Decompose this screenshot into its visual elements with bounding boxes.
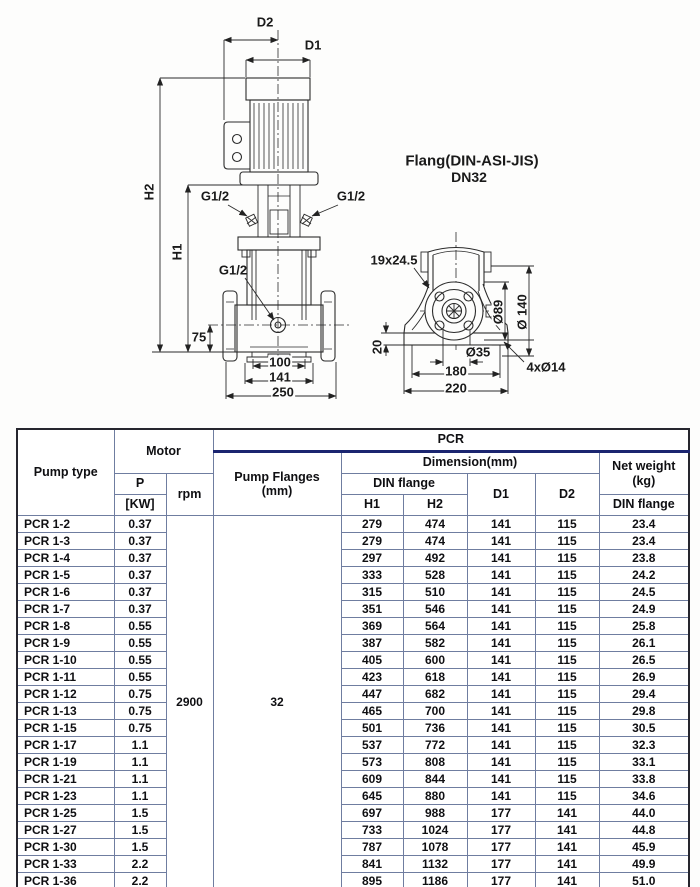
cell-net-weight: 51.0 [599, 873, 689, 887]
cell-h2: 528 [403, 567, 467, 584]
cell-d1: 141 [467, 584, 535, 601]
cell-h1: 333 [341, 567, 403, 584]
cell-power: 0.75 [114, 703, 166, 720]
cell-d2: 115 [535, 703, 599, 720]
table-row [17, 601, 689, 618]
cell-d2: 115 [535, 771, 599, 788]
table-row [17, 686, 689, 703]
table-row [17, 839, 689, 856]
cell-pump-type: PCR 1-15 [17, 720, 114, 737]
cell-d1: 177 [467, 873, 535, 887]
cell-d1: 141 [467, 533, 535, 550]
cell-power: 0.37 [114, 516, 166, 533]
h2-header: H2 [403, 495, 467, 516]
cell-d1: 141 [467, 618, 535, 635]
cell-d1: 177 [467, 822, 535, 839]
cell-net-weight: 29.4 [599, 686, 689, 703]
cell-net-weight: 25.8 [599, 618, 689, 635]
cell-net-weight: 29.8 [599, 703, 689, 720]
cell-power: 0.55 [114, 669, 166, 686]
cell-h2: 682 [403, 686, 467, 703]
table-row [17, 788, 689, 805]
cell-d2: 115 [535, 652, 599, 669]
cell-pump-type: PCR 1-10 [17, 652, 114, 669]
header-row-3 [17, 474, 689, 495]
cell-d1: 141 [467, 703, 535, 720]
cell-h1: 279 [341, 533, 403, 550]
dimension-header: Dimension(mm) [341, 452, 599, 474]
cell-pump-type: PCR 1-25 [17, 805, 114, 822]
g-half-port-mid-label: G1/2 [218, 262, 248, 278]
cell-h1: 387 [341, 635, 403, 652]
power-header: P [114, 474, 166, 495]
net-weight-header-line2: (kg) [632, 473, 656, 488]
cell-net-weight: 26.1 [599, 635, 689, 652]
table-row [17, 584, 689, 601]
dim-20-label: 20 [369, 339, 385, 355]
dim-180-label: 180 [445, 363, 467, 379]
cell-d2: 115 [535, 584, 599, 601]
cell-h1: 895 [341, 873, 403, 887]
cell-h2: 988 [403, 805, 467, 822]
cell-net-weight: 24.5 [599, 584, 689, 601]
cell-h2: 582 [403, 635, 467, 652]
pump-technical-drawing [0, 0, 700, 425]
cell-h1: 405 [341, 652, 403, 669]
cell-h1: 279 [341, 516, 403, 533]
d2-header: D2 [535, 474, 599, 516]
cell-d1: 141 [467, 771, 535, 788]
slot-dim-label: 19x24.5 [370, 252, 418, 268]
cell-h1: 465 [341, 703, 403, 720]
cell-h1: 645 [341, 788, 403, 805]
cell-pump-type: PCR 1-8 [17, 618, 114, 635]
cell-h2: 1024 [403, 822, 467, 839]
cell-d1: 141 [467, 686, 535, 703]
cell-net-weight: 34.6 [599, 788, 689, 805]
cell-net-weight: 26.5 [599, 652, 689, 669]
cell-d2: 115 [535, 635, 599, 652]
cell-pump-type: PCR 1-13 [17, 703, 114, 720]
cell-power: 0.37 [114, 601, 166, 618]
table-row [17, 805, 689, 822]
cell-d2: 115 [535, 567, 599, 584]
cell-h2: 474 [403, 533, 467, 550]
cell-d2: 115 [535, 618, 599, 635]
cell-h2: 492 [403, 550, 467, 567]
cell-pump-type: PCR 1-3 [17, 533, 114, 550]
cell-pump-type: PCR 1-9 [17, 635, 114, 652]
cell-d2: 115 [535, 686, 599, 703]
cell-net-weight: 33.8 [599, 771, 689, 788]
cell-h2: 700 [403, 703, 467, 720]
cell-h2: 1078 [403, 839, 467, 856]
cell-flange-size: 32 [213, 516, 341, 887]
dim-100-label: 100 [269, 354, 291, 370]
cell-d1: 177 [467, 805, 535, 822]
net-weight-header-line1: Net weight [612, 459, 676, 474]
cell-power: 1.1 [114, 771, 166, 788]
cell-d2: 141 [535, 839, 599, 856]
cell-d1: 141 [467, 516, 535, 533]
dim-220-label: 220 [445, 380, 467, 396]
table-row [17, 635, 689, 652]
bolt-holes-label: 4xØ14 [526, 359, 566, 375]
table-row [17, 754, 689, 771]
cell-d1: 177 [467, 856, 535, 873]
cell-d1: 141 [467, 601, 535, 618]
dim-250-label: 250 [272, 384, 294, 400]
cell-h2: 600 [403, 652, 467, 669]
cell-d2: 115 [535, 737, 599, 754]
cell-h2: 808 [403, 754, 467, 771]
cell-net-weight: 45.9 [599, 839, 689, 856]
table-row [17, 822, 689, 839]
din-flange-header: DIN flange [341, 474, 467, 495]
pump-spec-table [16, 428, 690, 887]
pump-type-header: Pump type [17, 429, 114, 516]
table-row [17, 669, 689, 686]
net-weight-sub-header: DIN flange [599, 495, 689, 516]
table-row [17, 533, 689, 550]
cell-d1: 141 [467, 652, 535, 669]
d2-dim-label: D2 [256, 14, 274, 30]
motor-header: Motor [114, 429, 213, 474]
cell-pump-type: PCR 1-23 [17, 788, 114, 805]
cell-pump-type: PCR 1-33 [17, 856, 114, 873]
cell-net-weight: 23.4 [599, 516, 689, 533]
cell-d1: 141 [467, 635, 535, 652]
cell-pump-type: PCR 1-5 [17, 567, 114, 584]
table-row [17, 703, 689, 720]
cell-net-weight: 49.9 [599, 856, 689, 873]
pump-flanges-header-line1: Pump Flanges [234, 469, 320, 484]
cell-power: 0.55 [114, 652, 166, 669]
cell-d1: 141 [467, 788, 535, 805]
cell-net-weight: 32.3 [599, 737, 689, 754]
cell-h1: 369 [341, 618, 403, 635]
cell-d2: 115 [535, 601, 599, 618]
cell-h1: 297 [341, 550, 403, 567]
cell-pump-type: PCR 1-11 [17, 669, 114, 686]
dim-141-label: 141 [269, 369, 291, 385]
drawing-linework [0, 0, 700, 425]
cell-h1: 841 [341, 856, 403, 873]
cell-d2: 115 [535, 788, 599, 805]
cell-h1: 733 [341, 822, 403, 839]
cell-net-weight: 23.4 [599, 533, 689, 550]
cell-power: 0.55 [114, 635, 166, 652]
pump-flanges-header-line2: (mm) [261, 484, 293, 498]
g-half-port-right-label: G1/2 [336, 188, 366, 204]
table-row [17, 652, 689, 669]
cell-pump-type: PCR 1-21 [17, 771, 114, 788]
cell-d1: 141 [467, 720, 535, 737]
cell-d2: 115 [535, 533, 599, 550]
cell-pump-type: PCR 1-6 [17, 584, 114, 601]
cell-power: 1.5 [114, 805, 166, 822]
pump-flanges-header [213, 452, 341, 516]
dim-75-label: 75 [191, 329, 207, 345]
table-row [17, 516, 689, 533]
dia-89-label: Ø89 [490, 299, 506, 325]
cell-d1: 141 [467, 567, 535, 584]
cell-d1: 141 [467, 737, 535, 754]
cell-d1: 141 [467, 550, 535, 567]
cell-d2: 141 [535, 856, 599, 873]
cell-power: 0.55 [114, 618, 166, 635]
cell-h2: 618 [403, 669, 467, 686]
cell-h1: 423 [341, 669, 403, 686]
cell-pump-type: PCR 1-17 [17, 737, 114, 754]
cell-d2: 141 [535, 822, 599, 839]
d1-dim-label: D1 [304, 37, 322, 53]
spec-table-body [17, 516, 689, 887]
cell-d1: 141 [467, 669, 535, 686]
table-row [17, 873, 689, 887]
cell-d2: 115 [535, 516, 599, 533]
cell-h2: 772 [403, 737, 467, 754]
cell-net-weight: 24.9 [599, 601, 689, 618]
series-header: PCR [213, 429, 689, 452]
cell-h1: 609 [341, 771, 403, 788]
cell-power: 0.37 [114, 584, 166, 601]
cell-h2: 510 [403, 584, 467, 601]
cell-pump-type: PCR 1-12 [17, 686, 114, 703]
header-row-1 [17, 429, 689, 452]
cell-net-weight: 33.1 [599, 754, 689, 771]
cell-d2: 115 [535, 720, 599, 737]
cell-net-weight: 23.8 [599, 550, 689, 567]
cell-pump-type: PCR 1-27 [17, 822, 114, 839]
cell-power: 2.2 [114, 856, 166, 873]
cell-d2: 141 [535, 873, 599, 887]
h1-header: H1 [341, 495, 403, 516]
cell-power: 0.37 [114, 567, 166, 584]
cell-h2: 880 [403, 788, 467, 805]
cell-power: 1.1 [114, 788, 166, 805]
cell-d1: 177 [467, 839, 535, 856]
cell-net-weight: 30.5 [599, 720, 689, 737]
cell-d2: 141 [535, 805, 599, 822]
cell-power: 0.37 [114, 533, 166, 550]
table-row [17, 618, 689, 635]
cell-pump-type: PCR 1-4 [17, 550, 114, 567]
rpm-header: rpm [166, 474, 213, 516]
cell-power: 1.1 [114, 737, 166, 754]
cell-h1: 537 [341, 737, 403, 754]
power-unit-header: [KW] [114, 495, 166, 516]
cell-net-weight: 44.0 [599, 805, 689, 822]
dia-140-label: Ø 140 [514, 294, 530, 330]
cell-net-weight: 24.2 [599, 567, 689, 584]
cell-h2: 564 [403, 618, 467, 635]
cell-h2: 736 [403, 720, 467, 737]
cell-h1: 787 [341, 839, 403, 856]
flange-view-subtitle: DN32 [451, 169, 487, 185]
cell-power: 1.1 [114, 754, 166, 771]
cell-h1: 501 [341, 720, 403, 737]
cell-pump-type: PCR 1-30 [17, 839, 114, 856]
cell-pump-type: PCR 1-36 [17, 873, 114, 887]
h2-dim-label: H2 [141, 183, 157, 201]
table-row [17, 567, 689, 584]
cell-h2: 546 [403, 601, 467, 618]
table-row [17, 550, 689, 567]
cell-d2: 115 [535, 669, 599, 686]
cell-power: 1.5 [114, 822, 166, 839]
cell-h1: 697 [341, 805, 403, 822]
net-weight-header [599, 452, 689, 495]
d1-header: D1 [467, 474, 535, 516]
cell-rpm: 2900 [166, 516, 213, 887]
cell-d2: 115 [535, 754, 599, 771]
g-half-port-left-label: G1/2 [200, 188, 230, 204]
cell-h2: 474 [403, 516, 467, 533]
cell-net-weight: 44.8 [599, 822, 689, 839]
cell-h1: 315 [341, 584, 403, 601]
cell-h2: 1132 [403, 856, 467, 873]
cell-power: 0.37 [114, 550, 166, 567]
cell-d2: 115 [535, 550, 599, 567]
cell-pump-type: PCR 1-2 [17, 516, 114, 533]
cell-net-weight: 26.9 [599, 669, 689, 686]
dia-35-label: Ø35 [465, 344, 491, 360]
table-row [17, 737, 689, 754]
cell-pump-type: PCR 1-19 [17, 754, 114, 771]
cell-d1: 141 [467, 754, 535, 771]
cell-power: 0.75 [114, 720, 166, 737]
cell-h2: 844 [403, 771, 467, 788]
cell-power: 1.5 [114, 839, 166, 856]
table-row [17, 856, 689, 873]
cell-h2: 1186 [403, 873, 467, 887]
cell-h1: 447 [341, 686, 403, 703]
cell-h1: 573 [341, 754, 403, 771]
cell-h1: 351 [341, 601, 403, 618]
table-row [17, 771, 689, 788]
flange-view-title: Flang(DIN-ASI-JIS) [405, 152, 539, 170]
cell-pump-type: PCR 1-7 [17, 601, 114, 618]
table-row [17, 720, 689, 737]
cell-power: 2.2 [114, 873, 166, 887]
h1-dim-label: H1 [169, 243, 185, 261]
cell-power: 0.75 [114, 686, 166, 703]
